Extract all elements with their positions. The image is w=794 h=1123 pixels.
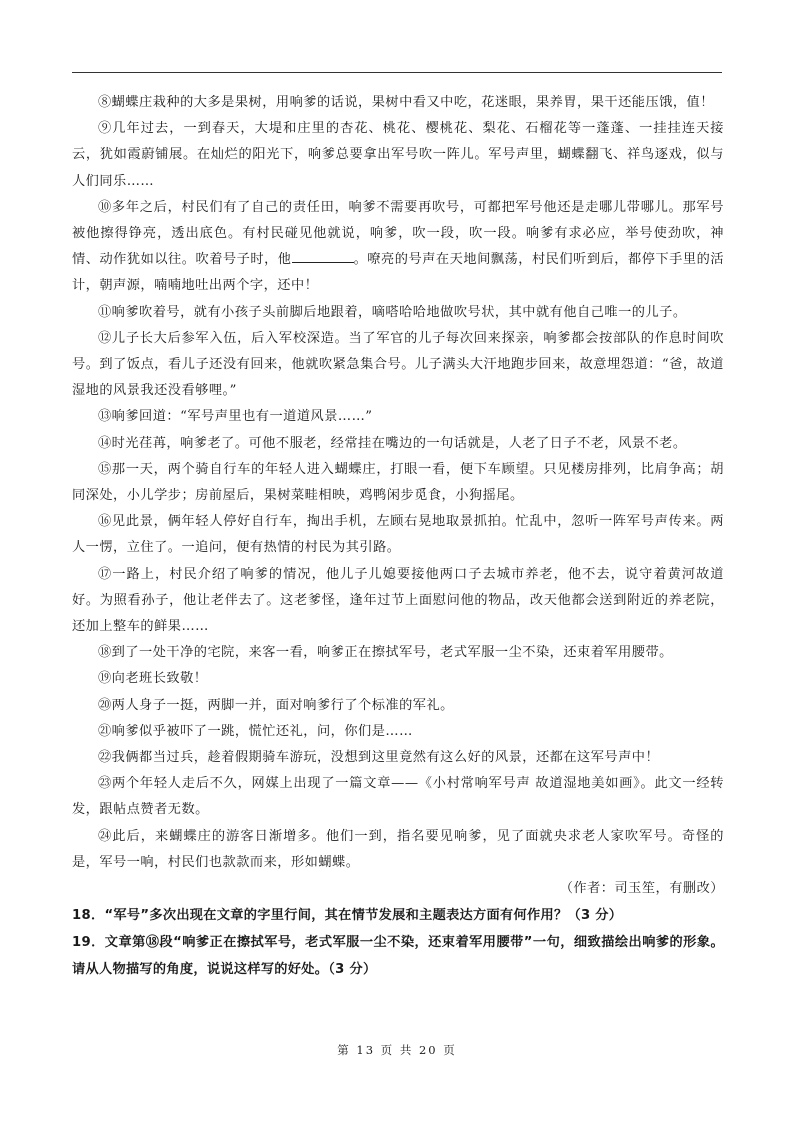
question-19: 19．文章第⑱段“响爹正在擦拭军号，老式军服一尘不染，还束着军用腰带”一句，细致描绘出响爹的形象。请从人物描写的角度，说说这样写的好处。（3 分） <box>72 935 724 978</box>
paragraph-11: ⑪响爹吹着号，就有小孩子头前脚后地跟着，嘀嗒哈哈地做吹号状，其中就有他自己唯一的儿子。 <box>98 304 687 320</box>
paragraph-21: ㉑响爹似乎被吓了一跳，慌忙还礼，问，你们是…… <box>98 723 413 739</box>
paragraph-15: ⑮那一天，两个骑自行车的年轻人进入蝴蝶庄，打眼一看，便下车顾望。只见楼房排列，比肩争高；胡同深处，小儿学步；房前屋后，果树菜畦相映，鸡鸭闲步觅食，小狗摇尾。 <box>72 461 724 504</box>
document-body <box>72 90 724 983</box>
paragraph-12: ⑫儿子长大后参军入伍，后入军校深造。当了军官的儿子每次回来探亲，响爹都会按部队的作息时间吹号。到了饭点，看儿子还没有回来，他就吹紧急集合号。儿子满头大汗地跑步回来，故意埋怨道：“爸，故道湿地的风景我还没看够哩。” <box>72 330 724 399</box>
paragraph-20: ⑳两人身子一挺，两脚一并，面对响爹行了个标准的军礼。 <box>98 697 454 713</box>
paragraph-14: ⑭时光荏苒，响爹老了。可他不服老，经常挂在嘴边的一句话就是，人老了日子不老，风景不老。 <box>98 435 687 451</box>
paragraph-10-after: 。嘹亮的号声在天地间飘荡，村民们听到后，都停下手里的活计，朝声源，喃喃地吐出两个字，还中！ <box>72 252 725 294</box>
paragraph-13: ⑬响爹回道：“军号声里也有一道道风景……” <box>98 409 373 425</box>
fill-in-blank[interactable] <box>292 248 354 263</box>
paragraph-8: ⑧蝴蝶庄栽种的大多是果树，用响爹的话说，果树中看又中吃，花迷眼，果养胃，果干还能压饿，值！ <box>98 95 714 110</box>
author-credit: （作者：司玉笙，有删改） <box>559 881 724 897</box>
paragraph-19: ⑲向老班长致敬！ <box>98 671 208 687</box>
page-footer: 第 13 页 共 20 页 <box>337 1043 457 1057</box>
question-18: 18．“军号”多次出现在文章的字里行间，其在情节发展和主题表达方面有何作用？（3 分） <box>72 908 623 924</box>
paragraph-10 <box>72 195 724 300</box>
paragraph-16: ⑯见此景，俩年轻人停好自行车，掏出手机，左顾右晃地取景抓拍。忙乱中，忽听一阵军号声传来。两人一愣，立住了。一追问，便有热情的村民为其引路。 <box>72 514 724 556</box>
paragraph-9: ⑨几年过去，一到春天，大堤和庄里的杏花、桃花、樱桃花、梨花、石榴花等一蓬蓬、一挂挂连天接云，犹如霞蔚铺展。在灿烂的阳光下，响爹总要拿出军号吹一阵儿。军号声里，蝴蝶翻飞、祥鸟逐戏，似与人们同乐…… <box>72 121 724 189</box>
paragraph-22: ㉒我俩都当过兵，趁着假期骑车游玩，没想到这里竟然有这么好的风景，还都在这军号声中！ <box>98 750 660 766</box>
paragraph-10-before: ⑩多年之后，村民们有了自己的责任田，响爹不需要再吹号，可都把军号他还是走哪儿带哪儿。那军号被他擦得铮亮，透出底色。有村民碰见他就说，响爹，吹一段，吹一段。响爹有求必应，举号使劲吹，神情、动作犹如以往。吹着号子时，他 <box>72 199 724 268</box>
paragraph-17: ⑰一路上，村民介绍了响爹的情况，他儿子儿媳要接他两口子去城市养老，他不去，说守着黄河故道好。为照看孙子，他让老伴去了。这老爹怪，逢年过节上面慰问他的物品，改天他都会送到附近的养老院，还加上整车的鲜果…… <box>72 566 724 635</box>
paragraph-18: ⑱到了一处干净的宅院，来客一看，响爹正在擦拭军号，老式军服一尘不染，还束着军用腰带。 <box>98 645 673 661</box>
paragraph-23: ㉓两个年轻人走后不久，网媒上出现了一篇文章——《小村常响军号声 故道湿地美如画》。此文一经转发，跟帖点赞者无数。 <box>72 776 724 818</box>
paragraph-24: ㉔此后，来蝴蝶庄的游客日渐增多。他们一到，指名要见响爹，见了面就央求老人家吹军号。奇怪的是，军号一响，村民们也款款而来，形如蝴蝶。 <box>72 828 724 870</box>
header-rule <box>72 72 722 73</box>
